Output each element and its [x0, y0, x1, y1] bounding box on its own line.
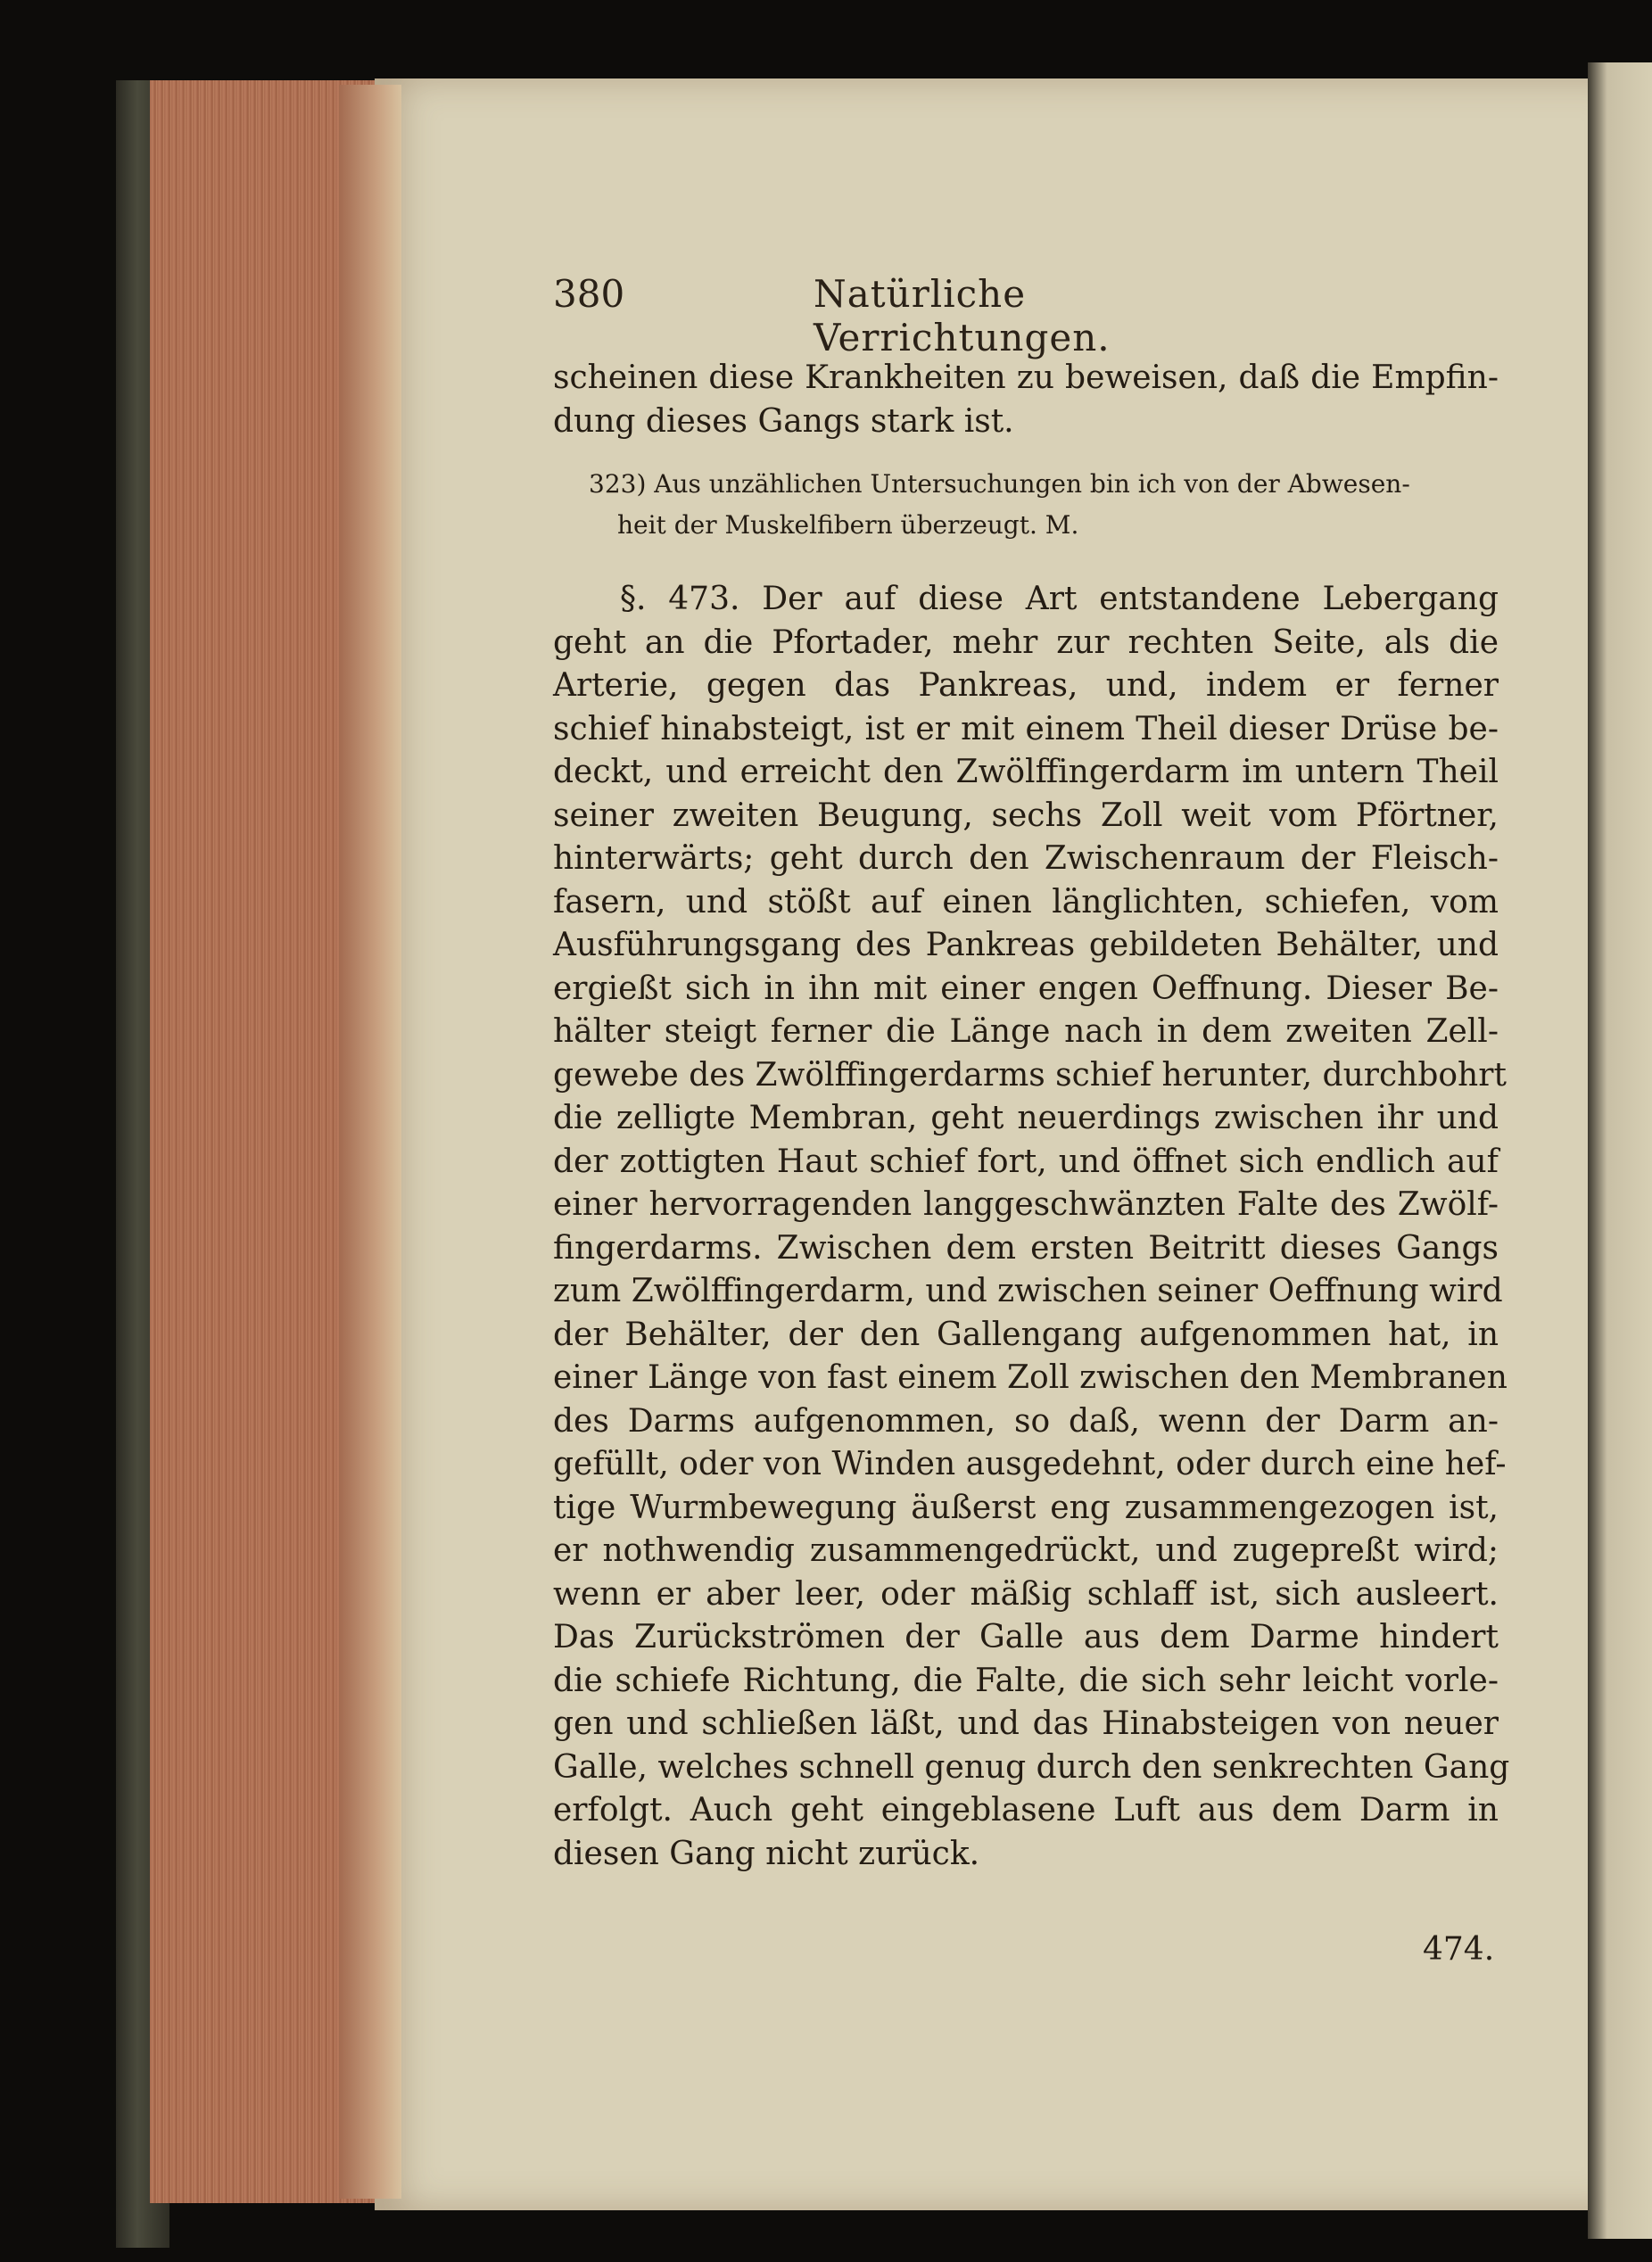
intro-text	[553, 357, 1499, 443]
paragraph-line: zum Zwölffingerdarm, und zwischen seiner Oeffnung wird	[553, 1273, 1503, 1309]
paragraph-line: die zelligte Membran, geht neuerdings zwischen ihr und	[553, 1100, 1499, 1136]
paragraph-line: erfolgt. Auch geht eingeblasene Luft aus dem Darm in	[553, 1792, 1499, 1829]
paragraph-line: der Behälter, der den Gallengang aufgenommen hat, in	[553, 1316, 1499, 1353]
paragraph-line: geht an die Pfortader, mehr zur rechten Seite, als die	[553, 623, 1499, 661]
paragraph-line: er nothwendig zusammengedrückt, und zugepreßt wird;	[553, 1532, 1499, 1569]
page-gutter	[339, 85, 401, 2199]
paragraph-line: Galle, welches schnell genug durch den senkrechten Gang	[553, 1748, 1510, 1786]
paragraph-line: Das Zurückströmen der Galle aus dem Darme hindert	[553, 1619, 1499, 1655]
paragraph-line: einer hervorragenden langgeschwänzten Falte des Zwölf-	[553, 1186, 1499, 1223]
paragraph-line: gen und schließen läßt, und das Hinabsteigen von neuer	[553, 1705, 1499, 1742]
footnote	[553, 464, 1499, 546]
running-head: Natürliche Verrichtungen.	[814, 272, 1111, 359]
paragraph-line: gefüllt, oder von Winden ausgedehnt, oder durch eine hef-	[553, 1446, 1507, 1482]
paragraph-line: ergießt sich in ihn mit einer engen Oeffnung. Dieser Be-	[553, 970, 1499, 1007]
paragraph-line: einer Länge von fast einem Zoll zwischen den Membranen	[553, 1359, 1507, 1396]
paragraph-line: wenn er aber leer, oder mäßig schlaff ist, sich ausleert.	[553, 1575, 1499, 1613]
page-number: 380	[553, 272, 625, 316]
paragraph-473	[553, 578, 1510, 1876]
text-line: scheinen diese Krankheiten zu beweisen, daß die Empfin-	[553, 359, 1499, 396]
paragraph-line: fingerdarms. Zwischen dem ersten Beitritt dieses Gangs	[553, 1229, 1499, 1267]
paragraph-line: der zottigten Haut schief fort, und öffnet sich endlich auf	[553, 1143, 1499, 1180]
paragraph-line: tige Wurmbewegung äußerst eng zusammengezogen ist,	[553, 1489, 1499, 1526]
text-line: dung dieses Gangs stark ist.	[553, 402, 1014, 440]
paragraph-line: Ausführungsgang des Pankreas gebildeten Behälter, und	[553, 927, 1499, 963]
footnote-line: heit der Muskelfibern überzeugt. M.	[617, 510, 1079, 540]
paragraph-line: §. 473. Der auf diese Art entstandene Lebergang	[620, 581, 1499, 617]
paragraph-line: die schiefe Richtung, die Falte, die sich sehr leicht vorle-	[553, 1662, 1499, 1699]
footnote-line: 323) Aus unzählichen Untersuchungen bin ich von der Abwesen-	[589, 469, 1410, 499]
paragraph-line: hälter steigt ferner die Länge nach in dem zweiten Zell-	[553, 1013, 1499, 1050]
paragraph-line: deckt, und erreicht den Zwölffingerdarm im untern Theil	[553, 754, 1499, 790]
facing-page-edge	[1588, 62, 1652, 2239]
paragraph-line: fasern, und stößt auf einen länglichten, schiefen, vom	[553, 883, 1499, 920]
catchword: 474.	[1423, 1931, 1495, 1968]
page-header	[553, 272, 1267, 359]
paragraph-line: gewebe des Zwölffingerdarms schief herunter, durchbohrt	[553, 1056, 1507, 1094]
paragraph-line: diesen Gang nicht zurück.	[553, 1835, 980, 1872]
paragraph-line: des Darms aufgenommen, so daß, wenn der Darm an-	[553, 1402, 1499, 1440]
paragraph-line: schief hinabsteigt, ist er mit einem Theil dieser Drüse be-	[553, 710, 1499, 747]
paragraph-line: seiner zweiten Beugung, sechs Zoll weit vom Pförtner,	[553, 797, 1499, 834]
paragraph-line: hinterwärts; geht durch den Zwischenraum der Fleisch-	[553, 840, 1499, 877]
paragraph-line: Arterie, gegen das Pankreas, und, indem er ferner	[553, 667, 1499, 704]
